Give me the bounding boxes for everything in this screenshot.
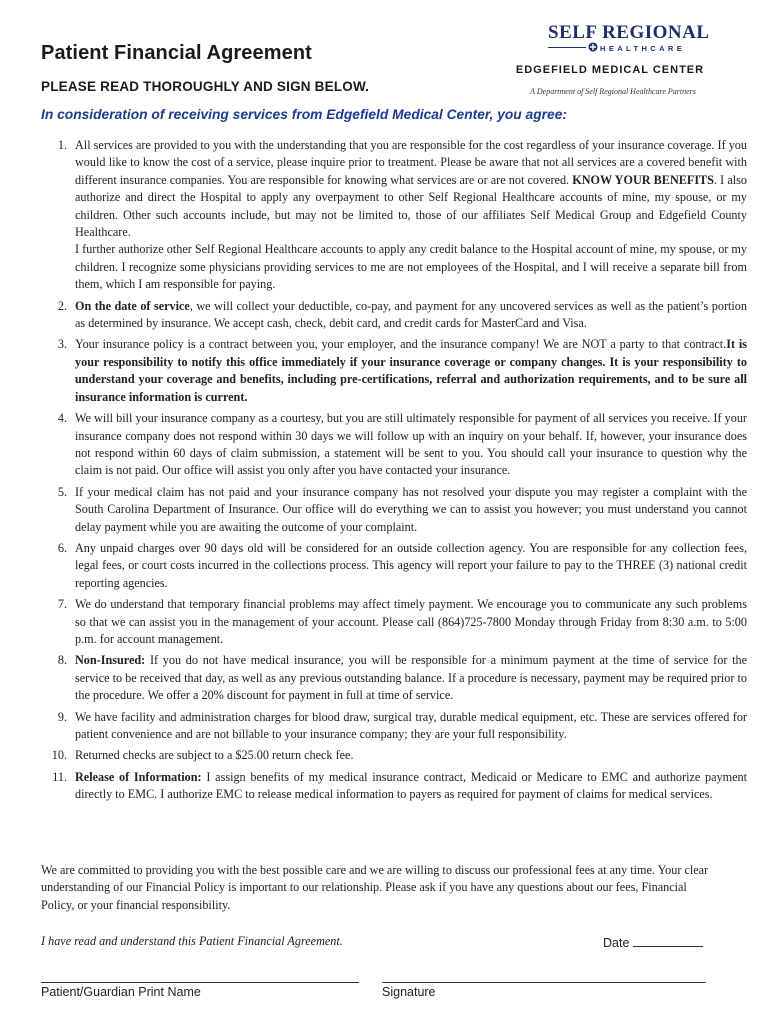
logo <box>548 22 710 58</box>
signature-line[interactable] <box>382 982 706 983</box>
document-title: Patient Financial Agreement <box>41 42 312 64</box>
item-number: 9. <box>57 709 67 724</box>
item-number: 10. <box>51 748 67 763</box>
item-number: 4. <box>57 411 67 426</box>
date-label: Date <box>603 936 630 950</box>
acknowledgement-text: I have read and understand this Patient Financial Agreement. <box>41 934 343 948</box>
item-text: If your medical claim has not paid and your insurance company has not resolved your dispute you may register a complaint with the South Carolina Department of Insurance. Our office will do everything we can to assist you however; you must understand you cannot delay payment while you are awaiting the outcome of your complaint. <box>75 484 747 534</box>
item-text: Any unpaid charges over 90 days old will be considered for an outside collection agency. You are responsible for any collection fees, legal fees, or court costs incurred in the collections process. This agency will report your failure to pay to the THREE (3) national credit reporting agencies. <box>75 540 747 590</box>
item-number: 8. <box>57 653 67 668</box>
item-text: All services are provided to you with the understanding that you are responsible for the cost regardless of your insurance coverage. If you would like to know the cost of a service, please inquire prior to treatment. Please be aware that not all services are a covered benefit with different insurance companies. You are responsible for knowing what services are or are not covered. KNOW YOUR BENEFITS. I also authorize and direct the Hospital to apply any overpayment to other Self Regional Healthcare accounts of mine, my spouse, or my children. Other such accounts include, but may not be limited to, those of our affiliates Self Medical Group and Edgefield County Healthcare. <box>75 138 747 240</box>
instruction-text: PLEASE READ THOROUGHLY AND SIGN BELOW. <box>41 79 370 94</box>
item-number: 3. <box>57 337 67 352</box>
center-name: EDGEFIELD MEDICAL CENTER <box>515 64 705 76</box>
item-number: 6. <box>57 540 67 555</box>
item-text: Your insurance policy is a contract between you, your employer, and the insurance company! We are NOT a party to that contract.It is your responsibility to notify this office immediately if your insurance coverage or company changes. It is your responsibility to understand your coverage and benefits, including pre-certifications, referral and authorization requirements, and to be sure all insurance information is current. <box>75 337 747 404</box>
list-item <box>41 540 747 592</box>
terms-list <box>41 137 747 808</box>
date-line <box>633 936 703 947</box>
list-item <box>41 769 747 804</box>
lead-statement: In consideration of receiving services from Edgefield Medical Center, you agree: <box>41 107 567 122</box>
item-number: 11. <box>52 769 67 784</box>
logo-name: SELF REGIONAL <box>548 22 710 43</box>
list-item <box>41 484 747 536</box>
item-text-continued: I further authorize other Self Regional Healthcare accounts to apply any credit balance to the Hospital account of mine, my spouse, or my children. I recognize some physicians providing services to me are not employees of the Hospital, and I will receive a separate bill from them, which I am responsible for paying. <box>75 242 747 292</box>
item-number: 2. <box>57 298 67 313</box>
item-text: On the date of service, we will collect your deductible, co-pay, and payment for any uncovered services as well as the patient’s portion as determined by insurance. We accept cash, check, debit card, and credit cards for MasterCard and Visa. <box>75 298 747 331</box>
list-item <box>41 709 747 744</box>
list-item <box>41 298 747 333</box>
item-text: We will bill your insurance company as a courtesy, but you are still ultimately responsible for payment of all services you receive. If your insurance company does not respond within 30 days we will follow up with an inquiry on your behalf. If, however, your insurance does not respond within 60 days of claim submission, a statement will be sent to you. You should call your insurance to question why the claim is not paid. Our office will assist you only after you have contacted your insurance. <box>75 411 747 478</box>
list-item <box>41 410 747 480</box>
item-text: We have facility and administration charges for blood draw, surgical tray, durable medical equipment, etc. These are services offered for patient convenience and are not billable to your insurance company; they are your full responsibility. <box>75 709 747 741</box>
logo-subtitle: HEALTHCARE <box>600 44 686 53</box>
item-text: Non-Insured: If you do not have medical insurance, you will be responsible for a minimum payment at the time of service for the service to be received that day, as well as any previous outstanding balance. If a procedure is necessary, payment may be required prior to the procedure. We offer a 20% discount for payment in full at time of service. <box>75 653 747 703</box>
date-field[interactable] <box>603 936 703 950</box>
print-name-label: Patient/Guardian Print Name <box>41 985 201 999</box>
logo-rule <box>548 47 586 48</box>
item-text: Release of Information: I assign benefits of my medical insurance contract, Medicaid or Medicare to EMC and authorize payment directly to EMC. I authorize EMC to release medical information to payers as required for payment of claims for medical services. <box>75 769 747 802</box>
closing-paragraph: We are committed to providing you with the best possible care and we are willing to discuss our professional fees at any time. Your clear understanding of our Financial Policy is important to our relationship. Please ask if you have any questions about our fees, Financial Policy, or your financial responsibility. <box>41 863 709 912</box>
list-item <box>41 336 747 406</box>
item-text: Returned checks are subject to a $25.00 return check fee. <box>75 748 354 763</box>
list-item <box>41 652 747 704</box>
item-number: 1. <box>57 138 67 152</box>
item-number: 5. <box>57 484 67 499</box>
list-item <box>41 137 747 294</box>
print-name-line[interactable] <box>41 982 359 983</box>
logo-mark-icon <box>588 42 598 52</box>
department-note: A Department of Self Regional Healthcare Partners <box>530 87 696 96</box>
item-text: We do understand that temporary financial problems may affect timely payment. We encourage you to communicate any such problems so that we can assist you in the management of your account. Please call (864)725-7800 Monday through Friday from 8:30 a.m. to 5:00 p.m. for account management. <box>75 597 747 646</box>
signature-label: Signature <box>382 985 436 999</box>
item-number: 7. <box>57 597 67 612</box>
list-item <box>41 596 747 648</box>
list-item <box>41 747 747 764</box>
